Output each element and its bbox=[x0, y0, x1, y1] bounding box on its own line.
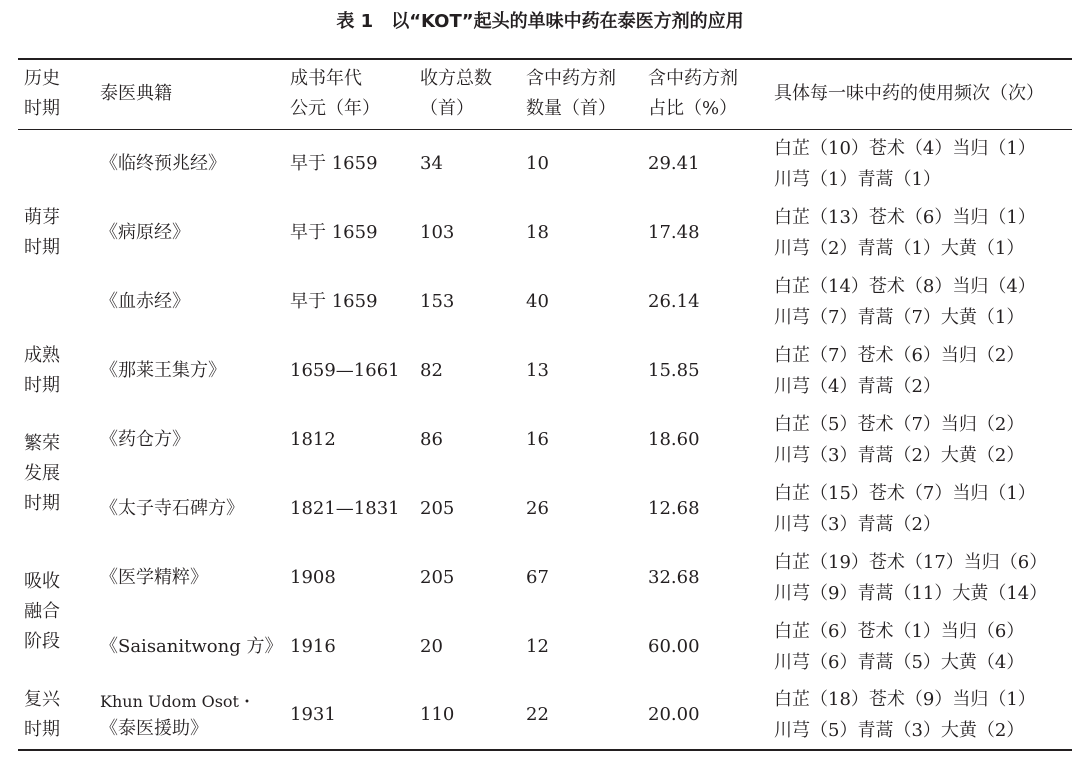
ratio-cell: 15.85 bbox=[648, 359, 700, 381]
count-cell: 26 bbox=[526, 497, 549, 519]
year-cell: 早于 1659 bbox=[290, 290, 378, 312]
period-cell: 成熟 时期 bbox=[24, 344, 60, 396]
table-row bbox=[18, 612, 1072, 681]
ratio-cell: 26.14 bbox=[648, 290, 700, 312]
total-cell: 153 bbox=[420, 290, 455, 312]
header-count: 含中药方剂 数量（首） bbox=[520, 59, 642, 129]
usage-cell: 白芷（6）苍术（1）当归（6） 川芎（6）青蒿（5）大黄（4） bbox=[774, 620, 1025, 673]
usage-cell: 白芷（19）苍术（17）当归（6） 川芎（9）青蒿（11）大黄（14） bbox=[774, 551, 1048, 604]
ratio-cell: 20.00 bbox=[648, 704, 700, 725]
header-total: 收方总数 （首） bbox=[414, 59, 520, 129]
ratio-cell: 60.00 bbox=[648, 635, 700, 657]
header-period: 历史 时期 bbox=[18, 59, 94, 129]
book-cell: 《医学精粹》 bbox=[100, 566, 208, 588]
table-row bbox=[18, 267, 1072, 336]
table-row bbox=[18, 405, 1072, 474]
header-year: 成书年代 公元（年） bbox=[284, 59, 414, 129]
year-cell: 早于 1659 bbox=[290, 152, 378, 174]
ratio-cell: 12.68 bbox=[648, 497, 700, 519]
total-cell: 82 bbox=[420, 359, 443, 381]
usage-cell: 白芷（14）苍术（8）当归（4） 川芎（7）青蒿（7）大黄（1） bbox=[774, 275, 1036, 328]
usage-cell: 白芷（13）苍术（6）当归（1） 川芎（2）青蒿（1）大黄（1） bbox=[774, 206, 1036, 259]
period-cell: 萌芽 时期 bbox=[24, 206, 60, 258]
year-cell: 1812 bbox=[290, 428, 336, 450]
year-cell: 1931 bbox=[290, 704, 336, 725]
total-cell: 34 bbox=[420, 152, 443, 174]
period-cell: 吸收 融合 阶段 bbox=[24, 571, 60, 652]
year-cell: 1908 bbox=[290, 566, 336, 588]
year-cell: 1916 bbox=[290, 635, 336, 657]
usage-cell: 白芷（7）苍术（6）当归（2） 川芎（4）青蒿（2） bbox=[774, 344, 1025, 397]
period-cell: 繁荣 发展 时期 bbox=[24, 433, 60, 514]
total-cell: 205 bbox=[420, 566, 455, 588]
book-cell: 《太子寺石碑方》 bbox=[100, 497, 244, 519]
table-row bbox=[18, 543, 1072, 612]
header-usage: 具体每一味中药的使用频次（次） bbox=[768, 59, 1072, 129]
table-row bbox=[18, 129, 1072, 198]
count-cell: 13 bbox=[526, 359, 549, 381]
table-row bbox=[18, 681, 1072, 750]
total-cell: 110 bbox=[420, 704, 455, 725]
data-table bbox=[18, 58, 1072, 751]
count-cell: 10 bbox=[526, 152, 549, 174]
ratio-cell: 29.41 bbox=[648, 152, 700, 174]
book-cell: 《Saisanitwong 方》 bbox=[100, 635, 283, 657]
year-cell: 1821—1831 bbox=[290, 497, 400, 519]
table-row bbox=[18, 198, 1072, 267]
count-cell: 12 bbox=[526, 635, 549, 657]
ratio-cell: 32.68 bbox=[648, 566, 700, 588]
book-cell: 《病原经》 bbox=[100, 221, 190, 243]
year-cell: 1659—1661 bbox=[290, 359, 400, 381]
table-caption: 表 1 以“KOT”起头的单味中药在泰医方剂的应用 bbox=[336, 11, 744, 32]
book-cell: 《临终预兆经》 bbox=[100, 152, 226, 174]
total-cell: 86 bbox=[420, 428, 443, 450]
book-cell: Khun Udom Osot・ 《泰医援助》 bbox=[100, 692, 255, 739]
usage-cell: 白芷（15）苍术（7）当归（1） 川芎（3）青蒿（2） bbox=[774, 482, 1036, 535]
book-cell: 《药仓方》 bbox=[100, 428, 190, 450]
count-cell: 18 bbox=[526, 221, 549, 243]
table-row bbox=[18, 474, 1072, 543]
count-cell: 16 bbox=[526, 428, 549, 450]
table-row bbox=[18, 336, 1072, 405]
ratio-cell: 17.48 bbox=[648, 221, 700, 243]
period-cell: 复兴 时期 bbox=[24, 689, 60, 740]
year-cell: 早于 1659 bbox=[290, 221, 378, 243]
count-cell: 67 bbox=[526, 566, 549, 588]
total-cell: 103 bbox=[420, 221, 455, 243]
header-row bbox=[18, 59, 1072, 129]
count-cell: 40 bbox=[526, 290, 549, 312]
total-cell: 205 bbox=[420, 497, 455, 519]
count-cell: 22 bbox=[526, 704, 549, 725]
usage-cell: 白芷（5）苍术（7）当归（2） 川芎（3）青蒿（2）大黄（2） bbox=[774, 413, 1025, 466]
book-cell: 《血赤经》 bbox=[100, 290, 190, 312]
header-book: 泰医典籍 bbox=[94, 59, 284, 129]
book-cell: 《那莱王集方》 bbox=[100, 359, 226, 381]
usage-cell: 白芷（10）苍术（4）当归（1） 川芎（1）青蒿（1） bbox=[774, 137, 1036, 190]
total-cell: 20 bbox=[420, 635, 443, 657]
usage-cell: 白芷（18）苍术（9）当归（1） 川芎（5）青蒿（3）大黄（2） bbox=[774, 689, 1036, 741]
header-ratio: 含中药方剂 占比（%） bbox=[642, 59, 768, 129]
ratio-cell: 18.60 bbox=[648, 428, 700, 450]
